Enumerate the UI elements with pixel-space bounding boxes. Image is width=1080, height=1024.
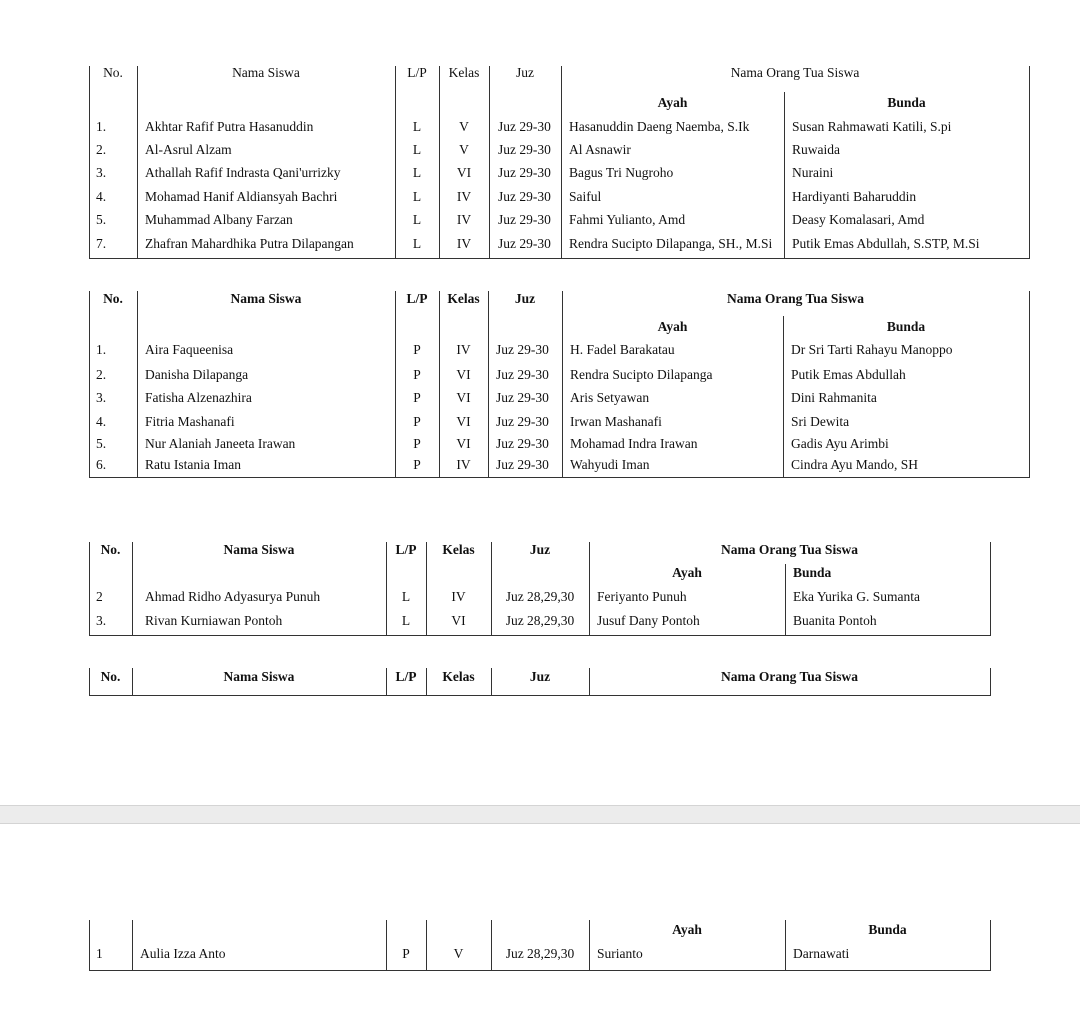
cell-kelas: VI <box>451 613 466 628</box>
header-ayah: Ayah <box>657 95 688 110</box>
cell-nama: Nur Alaniah Janeeta Irawan <box>145 436 296 451</box>
cell-ayah: Saiful <box>569 189 602 204</box>
cell-no: 3. <box>96 390 107 405</box>
header-lp: L/P <box>407 65 427 80</box>
cell-kelas: IV <box>456 236 472 251</box>
cell-lp: L <box>412 212 422 227</box>
cell-kelas: VI <box>456 367 471 382</box>
header-no: No. <box>103 65 123 80</box>
student-table-4 <box>89 664 991 696</box>
cell-ayah: Wahyudi Iman <box>570 457 650 472</box>
cell-no: 1. <box>96 342 107 357</box>
cell-ayah: Rendra Sucipto Dilapanga, SH., M.Si <box>569 236 773 251</box>
cell-nama: Zhafran Mahardhika Putra Dilapangan <box>145 236 354 251</box>
table-row <box>89 209 1030 232</box>
student-table-1 <box>89 60 1030 259</box>
table-row <box>89 162 1030 185</box>
header-no: No. <box>103 291 123 306</box>
cell-no: 4. <box>96 189 107 204</box>
cell-lp: L <box>412 236 422 251</box>
page-gap <box>0 805 1080 824</box>
cell-bunda: Buanita Pontoh <box>793 613 877 628</box>
cell-bunda: Hardiyanti Baharuddin <box>792 189 917 204</box>
cell-nama: Rivan Kurniawan Pontoh <box>145 613 283 628</box>
header-nama-orang-tua: Nama Orang Tua Siswa <box>721 542 858 557</box>
cell-lp: L <box>412 142 422 157</box>
header-nama-siswa: Nama Siswa <box>230 291 302 306</box>
cell-bunda: Gadis Ayu Arimbi <box>791 436 889 451</box>
cell-lp: L <box>412 189 422 204</box>
header-lp: L/P <box>406 291 428 306</box>
cell-ayah: Mohamad Indra Irawan <box>570 436 698 451</box>
table-row <box>89 586 991 609</box>
cell-lp: L <box>412 165 422 180</box>
cell-lp: P <box>413 390 421 405</box>
cell-lp: L <box>401 589 411 604</box>
cell-bunda: Cindra Ayu Mando, SH <box>791 457 919 472</box>
cell-no: 5. <box>96 436 107 451</box>
cell-kelas: VI <box>456 390 471 405</box>
table-header <box>89 664 991 694</box>
cell-no: 4. <box>96 414 107 429</box>
header-nama-siswa: Nama Siswa <box>223 542 295 557</box>
cell-kelas: VI <box>456 436 471 451</box>
cell-kelas: VI <box>456 414 471 429</box>
cell-lp: L <box>401 613 411 628</box>
cell-nama: Mohamad Hanif Aldiansyah Bachri <box>145 189 338 204</box>
table-row <box>89 139 1030 162</box>
cell-nama: Aira Faqueenisa <box>145 342 234 357</box>
header-nama-orang-tua: Nama Orang Tua Siswa <box>727 291 864 306</box>
cell-kelas: V <box>459 142 469 157</box>
header-kelas: Kelas <box>442 542 475 557</box>
cell-no: 6. <box>96 457 107 472</box>
cell-nama: Akhtar Rafif Putra Hasanuddin <box>145 119 314 134</box>
table-row <box>89 411 1030 434</box>
cell-ayah: Feriyanto Punuh <box>597 589 687 604</box>
header-ayah: Ayah <box>657 319 688 334</box>
header-kelas: Kelas <box>442 669 475 684</box>
cell-no: 1. <box>96 119 107 134</box>
header-bunda: Bunda <box>793 565 832 580</box>
table-subheader <box>89 563 991 585</box>
cell-no: 2. <box>96 367 107 382</box>
header-kelas: Kelas <box>448 65 480 80</box>
cell-kelas: IV <box>456 457 471 472</box>
cell-no: 2 <box>96 589 103 604</box>
student-table-2 <box>89 286 1030 478</box>
cell-juz: Juz 28,29,30 <box>505 613 575 628</box>
cell-bunda: Eka Yurika G. Sumanta <box>793 589 920 604</box>
cell-no: 3. <box>96 165 107 180</box>
cell-kelas: VI <box>456 165 472 180</box>
table-row <box>89 610 991 633</box>
cell-no: 2. <box>96 142 107 157</box>
cell-lp: P <box>413 457 421 472</box>
cell-ayah: Aris Setyawan <box>570 390 650 405</box>
cell-lp: P <box>402 946 410 961</box>
cell-ayah: Surianto <box>597 946 643 961</box>
cell-ayah: Bagus Tri Nugroho <box>569 165 674 180</box>
cell-juz: Juz 29-30 <box>496 457 549 472</box>
table-row <box>89 364 1030 387</box>
cell-no: 5. <box>96 212 107 227</box>
cell-juz: Juz 29-30 <box>496 367 549 382</box>
cell-bunda: Nuraini <box>792 165 834 180</box>
header-nama-siswa: Nama Siswa <box>223 669 295 684</box>
cell-nama: Al-Asrul Alzam <box>145 142 232 157</box>
cell-juz: Juz 29-30 <box>498 189 551 204</box>
header-nama-orang-tua: Nama Orang Tua Siswa <box>721 669 858 684</box>
cell-ayah: Irwan Mashanafi <box>570 414 662 429</box>
cell-nama: Fitria Mashanafi <box>145 414 235 429</box>
table-row <box>89 233 1030 256</box>
cell-juz: Juz 29-30 <box>496 414 549 429</box>
cell-juz: Juz 29-30 <box>496 390 549 405</box>
cell-no: 1 <box>96 946 103 961</box>
cell-nama: Athallah Rafif Indrasta Qani'urrizky <box>145 165 341 180</box>
cell-juz: Juz 28,29,30 <box>505 946 575 961</box>
table-subheader <box>89 92 1030 114</box>
cell-ayah: Hasanuddin Daeng Naemba, S.Ik <box>569 119 750 134</box>
table-row <box>89 943 991 967</box>
cell-nama: Ahmad Ridho Adyasurya Punuh <box>145 589 321 604</box>
cell-kelas: IV <box>451 589 466 604</box>
cell-juz: Juz 29-30 <box>496 436 549 451</box>
table-row <box>89 339 1030 362</box>
cell-lp: P <box>413 414 421 429</box>
cell-ayah: Fahmi Yulianto, Amd <box>569 212 686 227</box>
header-nama-orang-tua: Nama Orang Tua Siswa <box>730 65 860 80</box>
table-header <box>89 286 1030 314</box>
cell-lp: P <box>413 342 421 357</box>
cell-kelas: IV <box>456 342 471 357</box>
header-lp: L/P <box>395 542 417 557</box>
cell-no: 7. <box>96 236 107 251</box>
student-table-5 <box>89 920 991 971</box>
cell-bunda: Sri Dewita <box>791 414 850 429</box>
cell-bunda: Ruwaida <box>792 142 840 157</box>
header-no: No. <box>100 542 121 557</box>
table-row <box>89 116 1030 139</box>
table-header <box>89 60 1030 90</box>
header-nama-siswa: Nama Siswa <box>232 65 300 80</box>
student-table-3 <box>89 538 991 636</box>
table-subheader <box>89 316 1030 338</box>
table-row <box>89 186 1030 209</box>
cell-ayah: Rendra Sucipto Dilapanga <box>570 367 713 382</box>
cell-kelas: V <box>459 119 469 134</box>
cell-lp: P <box>413 367 421 382</box>
cell-bunda: Putik Emas Abdullah <box>791 367 906 382</box>
cell-kelas: V <box>453 946 464 961</box>
header-juz: Juz <box>529 542 551 557</box>
header-juz: Juz <box>514 291 536 306</box>
header-ayah: Ayah <box>672 565 702 580</box>
header-juz: Juz <box>516 65 534 80</box>
header-bunda: Bunda <box>886 319 926 334</box>
cell-nama: Ratu Istania Iman <box>145 457 241 472</box>
cell-bunda: Dini Rahmanita <box>791 390 877 405</box>
cell-juz: Juz 29-30 <box>498 165 551 180</box>
header-bunda: Bunda <box>868 922 907 937</box>
table-row <box>89 387 1030 410</box>
cell-nama: Fatisha Alzenazhira <box>145 390 252 405</box>
cell-kelas: IV <box>456 189 472 204</box>
cell-nama: Muhammad Albany Farzan <box>145 212 293 227</box>
cell-juz: Juz 29-30 <box>498 142 551 157</box>
cell-nama: Danisha Dilapanga <box>145 367 249 382</box>
cell-juz: Juz 29-30 <box>498 212 551 227</box>
cell-nama: Aulia Izza Anto <box>140 946 226 961</box>
header-ayah: Ayah <box>672 922 702 937</box>
cell-kelas: IV <box>456 212 472 227</box>
table-subheader <box>89 920 991 942</box>
cell-ayah: Jusuf Dany Pontoh <box>597 613 700 628</box>
cell-bunda: Putik Emas Abdullah, S.STP, M.Si <box>792 236 980 251</box>
cell-ayah: Al Asnawir <box>569 142 631 157</box>
cell-ayah: H. Fadel Barakatau <box>570 342 675 357</box>
header-no: No. <box>100 669 121 684</box>
cell-juz: Juz 29-30 <box>496 342 549 357</box>
cell-bunda: Dr Sri Tarti Rahayu Manoppo <box>791 342 953 357</box>
cell-bunda: Deasy Komalasari, Amd <box>792 212 925 227</box>
cell-bunda: Darnawati <box>793 946 850 961</box>
table-header <box>89 538 991 562</box>
cell-juz: Juz 29-30 <box>498 119 551 134</box>
cell-lp: P <box>413 436 421 451</box>
header-juz: Juz <box>529 669 551 684</box>
cell-juz: Juz 29-30 <box>498 236 551 251</box>
cell-no: 3. <box>96 613 107 628</box>
header-lp: L/P <box>395 669 417 684</box>
cell-lp: L <box>412 119 422 134</box>
cell-bunda: Susan Rahmawati Katili, S.pi <box>792 119 952 134</box>
table-row <box>89 433 1030 456</box>
header-bunda: Bunda <box>887 95 926 110</box>
header-kelas: Kelas <box>447 291 480 306</box>
table-row <box>89 454 1030 477</box>
cell-juz: Juz 28,29,30 <box>505 589 575 604</box>
